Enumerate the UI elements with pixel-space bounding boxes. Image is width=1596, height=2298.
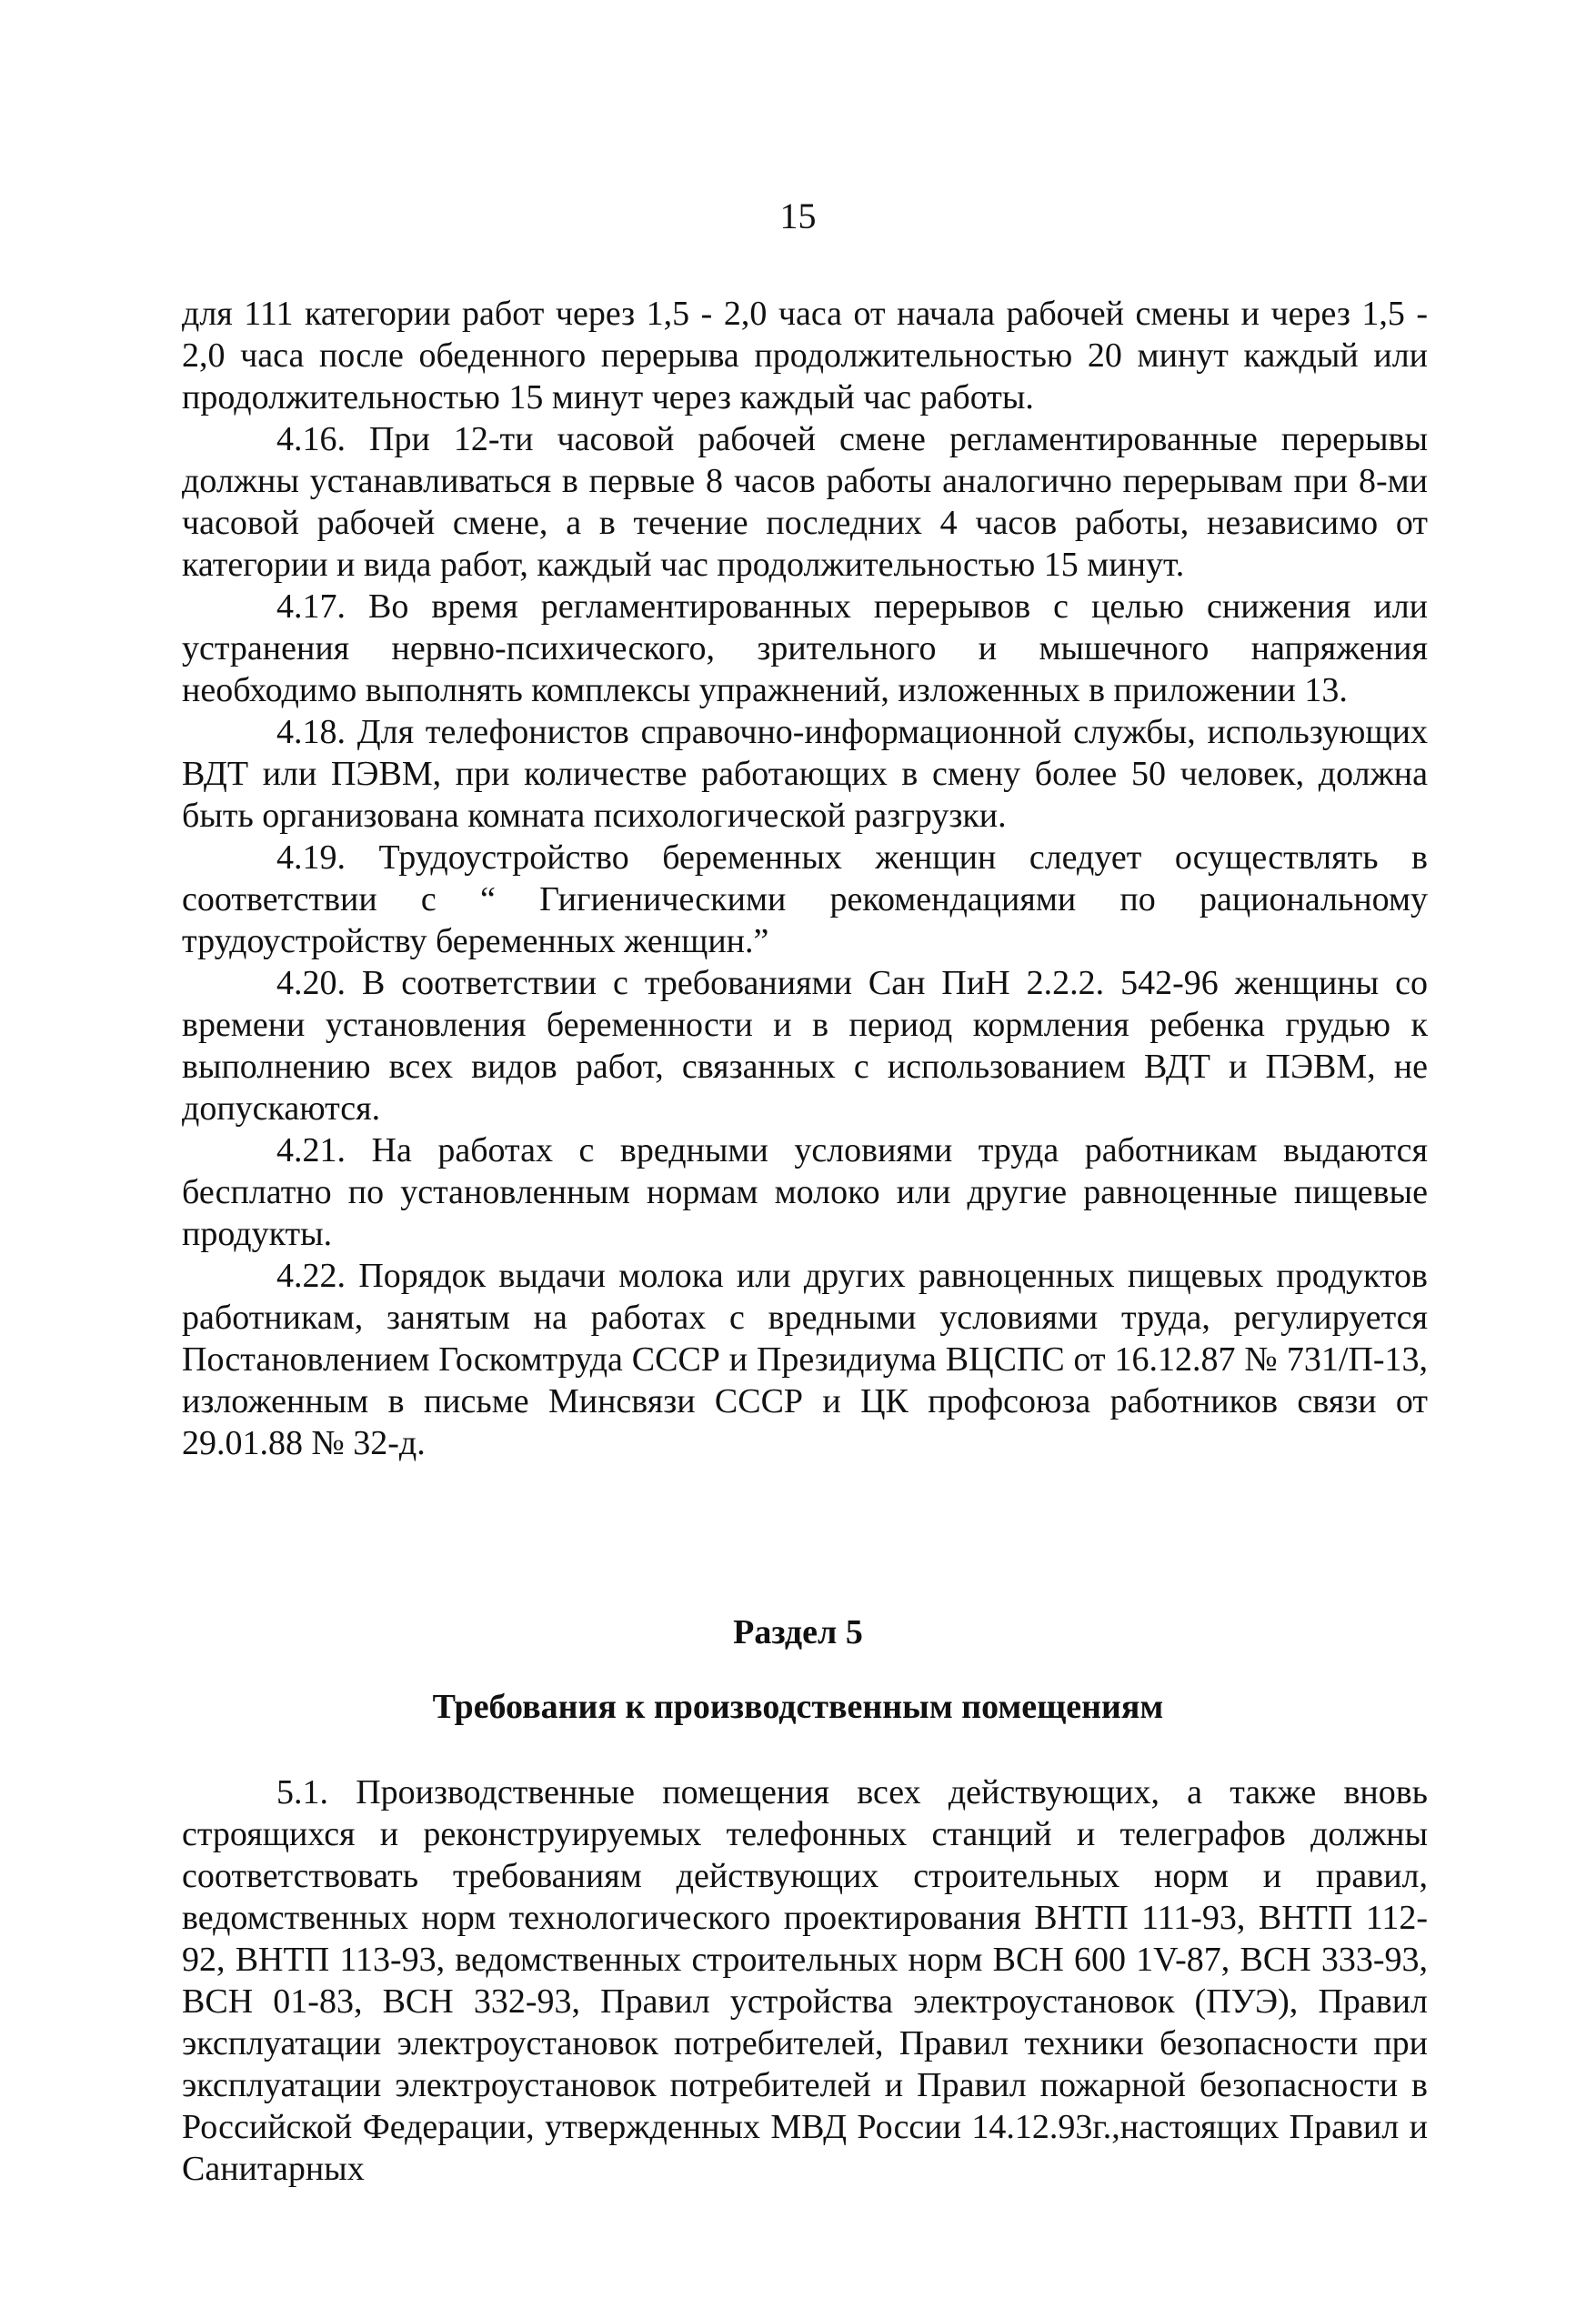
paragraph-4-18: 4.18. Для телефонистов справочно-информационной службы, использующих ВДТ или ПЭВМ, при количестве работающих в смену более 50 человек, должна быть организована комната психологической разгрузки. — [182, 713, 1428, 835]
paragraph-continuation: для 111 категории работ через 1,5 - 2,0 часа от начала рабочей смены и через 1,5 - 2,0 часа после обеденного перерыва продолжительностью 20 минут каждый или продолжительностью 15 минут через каждый час работы. — [182, 295, 1428, 416]
body-text-top — [182, 293, 1428, 1464]
page-number: 15 — [779, 196, 817, 236]
paragraph-4-20: 4.20. В соответствии с требованиями Сан ПиН 2.2.2. 542-96 женщины со времени установления беременности и в период кормления ребенка грудью к выполнению всех видов работ, связанных с использованием ВДТ и ПЭВМ, не допускаются. — [182, 964, 1428, 1128]
paragraph-4-19: 4.19. Трудоустройство беременных женщин следует осуществлять в соответствии с “ Гигиеническими рекомендациями по рациональному трудоустройству беременных женщин.” — [182, 838, 1428, 960]
section-heading: Раздел 5 — [733, 1613, 863, 1651]
paragraph-4-16: 4.16. При 12-ти часовой рабочей смене регламентированные перерывы должны устанавливаться в первые 8 часов работы аналогично перерывам при 8-ми часовой рабочей смене, а в течение последних 4 часов работы, независимо от категории и вида работ, каждый час продолжительностью 15 минут. — [182, 420, 1428, 584]
section-title: Требования к производственным помещениям — [432, 1688, 1164, 1726]
paragraph-5-1: 5.1. Производственные помещения всех действующих, а также вновь строящихся и реконструируемых телефонных станций и телеграфов должны соответствовать требованиям действующих строительных норм и правил, ведомственных норм технологического проектирования ВНТП 111-93, ВНТП 112-92, ВНТП 113-93, ведомственных строительных норм ВСН 600 1V-87, ВСН 333-93, ВСН 01-83, ВСН 332-93, Правил устройства электроустановок (ПУЭ), Правил эксплуатации электроустановок потребителей, Правил техники безопасности при эксплуатации электроустановок потребителей и Правил пожарной безопасности в Российской Федерации, утвержденных МВД России 14.12.93г.,настоящих Правил и Санитарных — [182, 1773, 1428, 2188]
paragraph-4-22: 4.22. Порядок выдачи молока или других равноценных пищевых продуктов работникам, занятым на работах с вредными условиями труда, регулируется Постановлением Госкомтруда СССР и Президиума ВЦСПС от 16.12.87 № 731/П-13, изложенным в письме Минсвязи СССР и ЦК профсоюза работников связи от 29.01.88 № 32-д. — [182, 1257, 1428, 1462]
body-text-bottom — [182, 1771, 1428, 2190]
paragraph-4-21: 4.21. На работах с вредными условиями труда работникам выдаются бесплатно по установленным нормам молоко или другие равноценные пищевые продукты. — [182, 1131, 1428, 1253]
paragraph-4-17: 4.17. Во время регламентированных перерывов с целью снижения или устранения нервно-психического, зрительного и мышечного напряжения необходимо выполнять комплексы упражнений, изложенных в приложении 13. — [182, 587, 1428, 709]
